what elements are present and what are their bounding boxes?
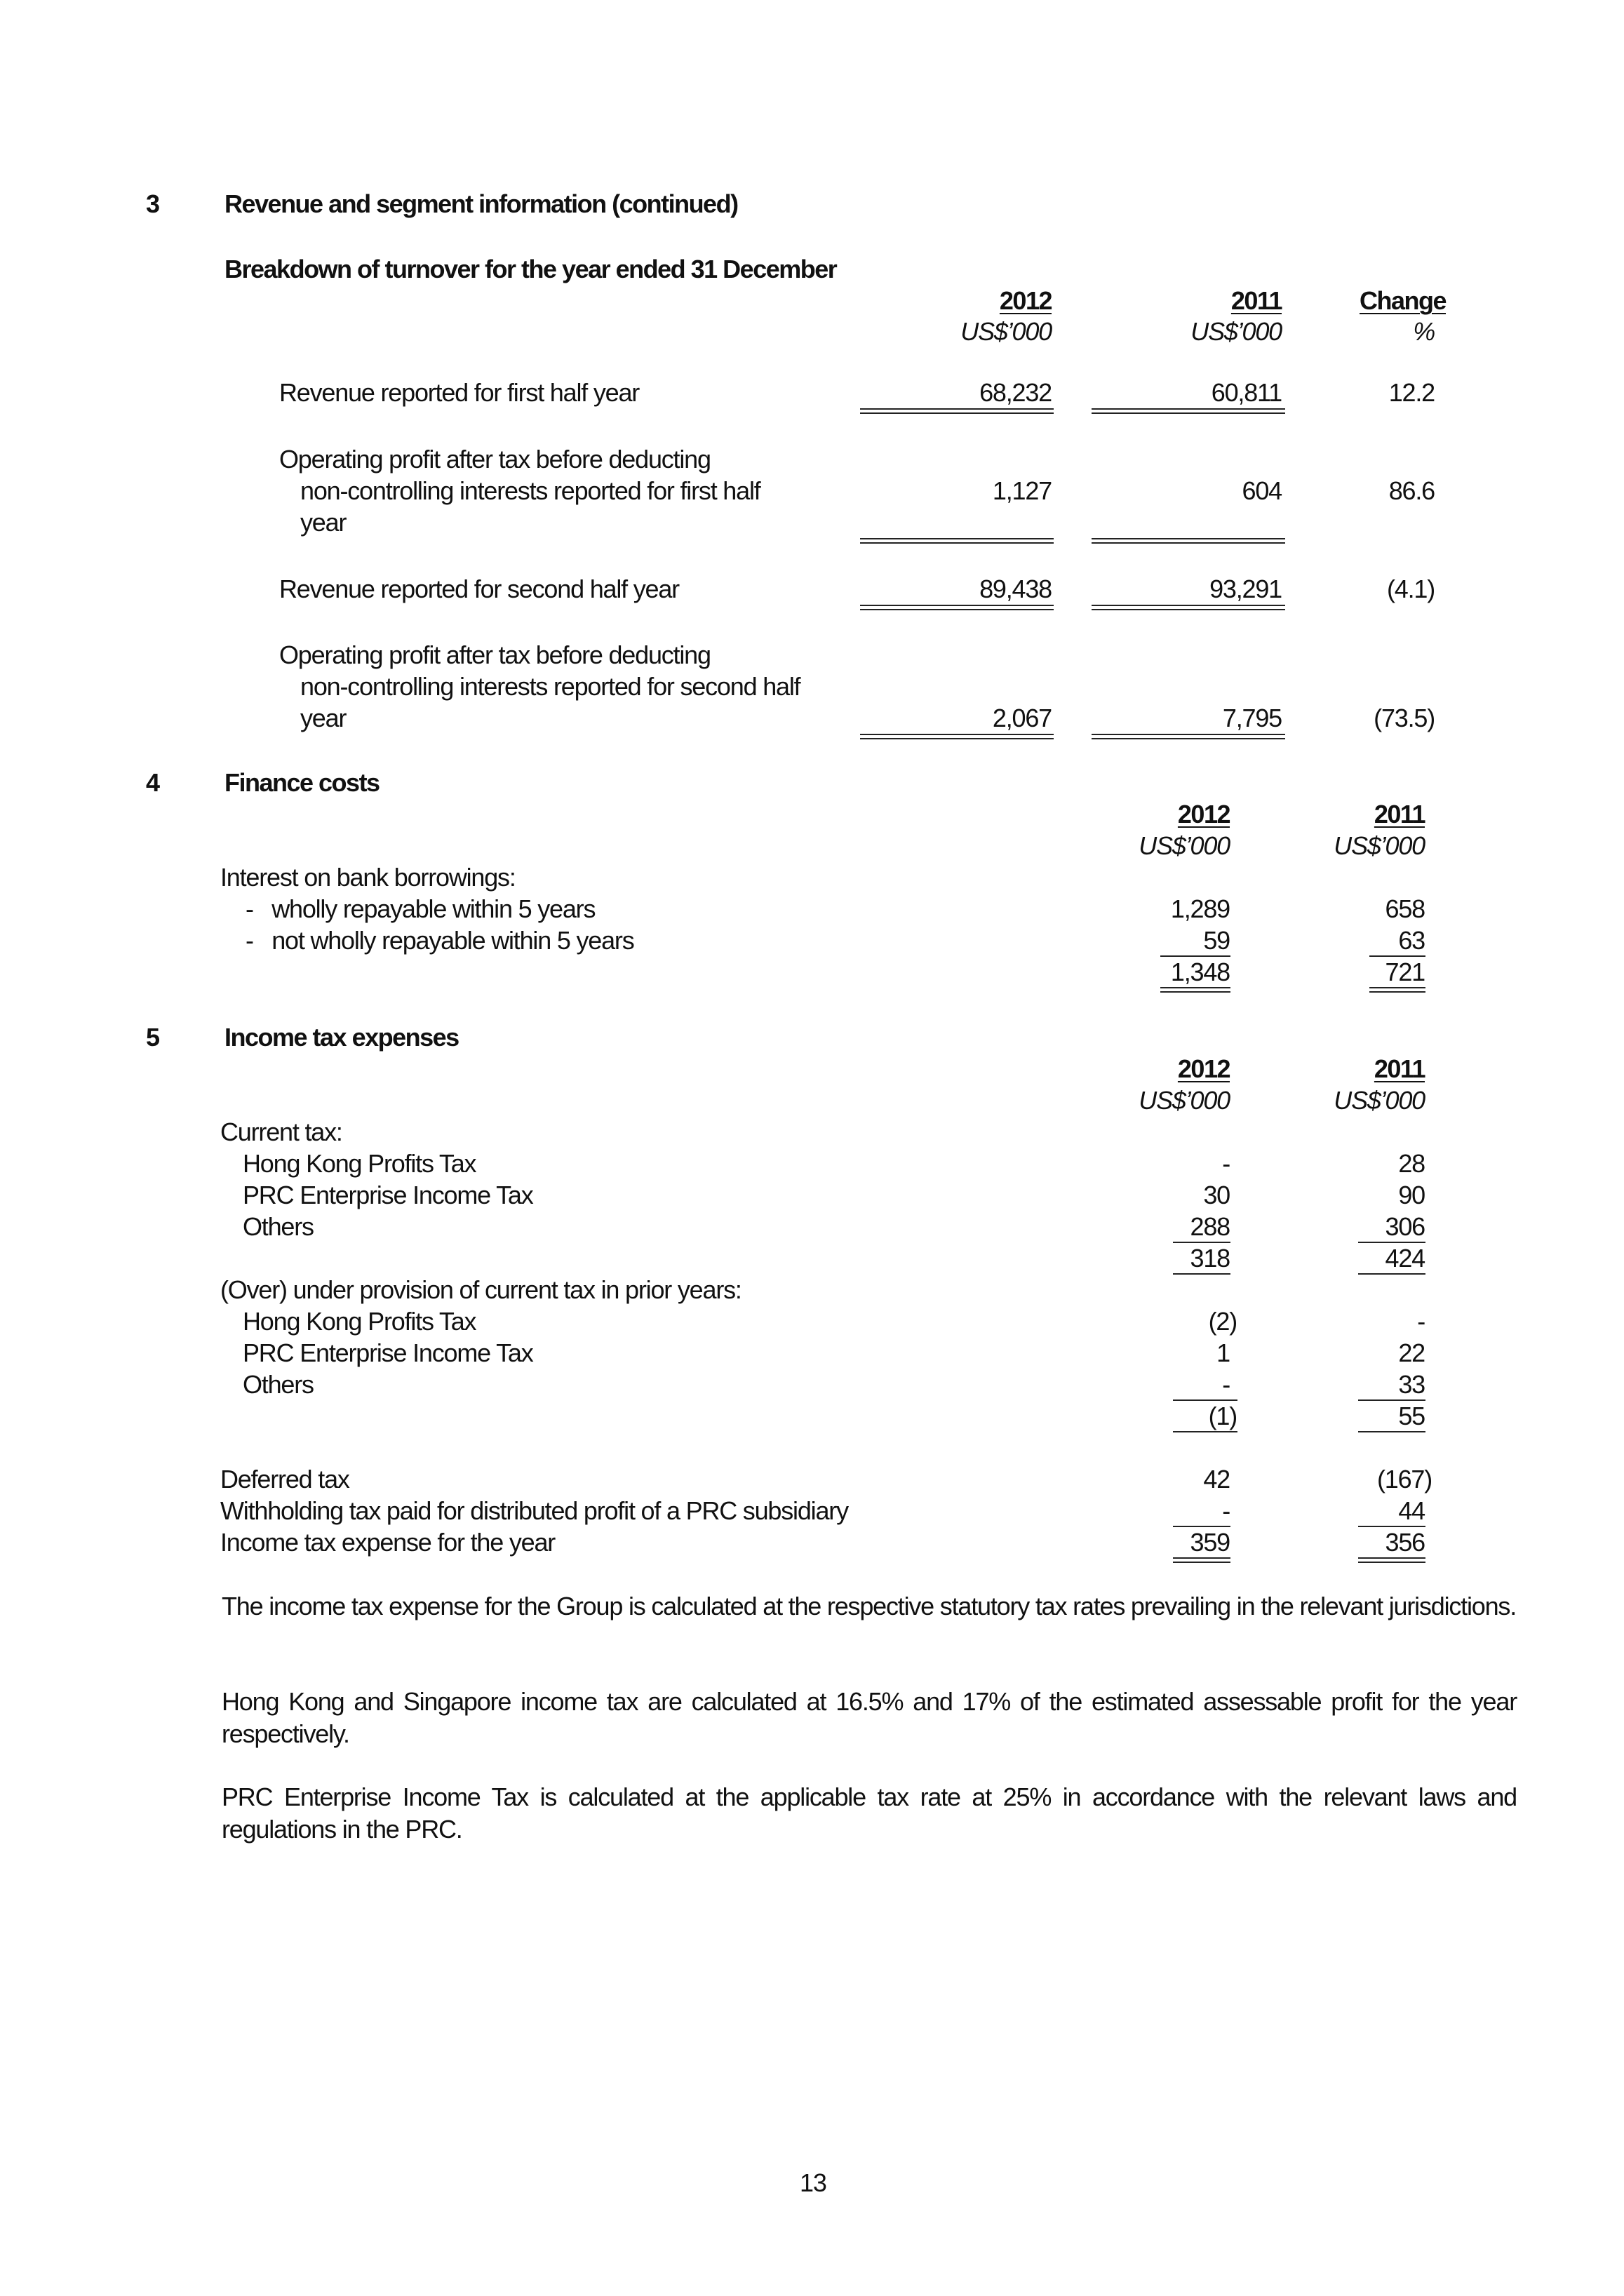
section-3-subtitle: Breakdown of turnover for the year ended 31 December	[224, 255, 837, 283]
row-label: Others	[243, 1212, 314, 1241]
double-underline	[1092, 408, 1285, 414]
value-2011: 93,291	[1209, 575, 1282, 603]
value-2012: -	[1222, 1370, 1230, 1399]
row-label: Revenue reported for second half year	[279, 575, 679, 603]
double-underline	[1160, 987, 1230, 993]
current-tax-label: Current tax:	[220, 1117, 342, 1146]
value-2011: 604	[1242, 476, 1282, 505]
withholding-tax-label: Withholding tax paid for distributed profit of a PRC subsidiary	[220, 1496, 848, 1525]
underline	[1173, 1273, 1230, 1275]
double-underline	[860, 408, 1054, 414]
value-2011: 90	[1398, 1181, 1425, 1209]
col-unit-2011: US$’000	[1334, 831, 1425, 860]
paragraph: PRC Enterprise Income Tax is calculated at the applicable tax rate at 25% in accordance with the relevant laws and regulations in the PRC.	[222, 1783, 1517, 1844]
section-4-number: 4	[146, 768, 159, 797]
col-header-2011: 2011	[1374, 1054, 1425, 1083]
value-2012: 59	[1203, 926, 1230, 955]
paragraph: Hong Kong and Singapore income tax are calculated at 16.5% and 17% of the estimated assessable profit for the year respectively.	[222, 1687, 1517, 1748]
total-2012: 359	[1190, 1528, 1230, 1557]
value-2011: 60,811	[1211, 378, 1282, 407]
row-label-line-1: Operating profit after tax before deducting	[279, 445, 711, 474]
value-2011: (167)	[1376, 1465, 1432, 1493]
total-2011: 721	[1385, 958, 1425, 986]
underline	[1358, 1273, 1425, 1275]
paragraph: The income tax expense for the Group is calculated at the respective statutory tax rates prevailing in the relevant jurisdictions.	[222, 1592, 1517, 1620]
total-2011: 356	[1385, 1528, 1425, 1557]
section-3-title: Revenue and segment information (continued)	[224, 189, 738, 218]
value-change: (4.1)	[1386, 575, 1435, 603]
row-label: Revenue reported for first half year	[279, 378, 640, 407]
col-header-change: Change	[1359, 286, 1446, 315]
value-2012: 1,289	[1170, 894, 1230, 923]
row-label-line-3: year	[300, 704, 347, 732]
value-2011: 658	[1385, 894, 1425, 923]
value-2012: (2)	[1208, 1307, 1237, 1336]
value-change: 12.2	[1388, 378, 1435, 407]
double-underline	[860, 734, 1054, 739]
total-label: Income tax expense for the year	[220, 1528, 556, 1557]
row-label-line-1: Operating profit after tax before deducting	[279, 640, 711, 669]
group-label: Interest on bank borrowings:	[220, 863, 516, 892]
double-underline	[1173, 1557, 1230, 1563]
value-2012: 42	[1203, 1465, 1230, 1493]
subtotal-2012: (1)	[1208, 1402, 1237, 1430]
prior-years-label: (Over) under provision of current tax in prior years:	[220, 1275, 741, 1304]
col-unit-2012: US$’000	[1139, 831, 1230, 860]
deferred-tax-label: Deferred tax	[220, 1465, 349, 1493]
page-number: 13	[800, 2168, 826, 2197]
col-header-2011: 2011	[1230, 286, 1282, 315]
row-label-line-3: year	[300, 508, 347, 537]
section-5-number: 5	[146, 1023, 159, 1052]
section-5-title: Income tax expenses	[224, 1023, 459, 1052]
value-2012: 1	[1216, 1338, 1230, 1367]
double-underline	[860, 538, 1054, 544]
col-unit-2011: US$’000	[1190, 317, 1282, 346]
underline	[1358, 1431, 1425, 1432]
row-label: Hong Kong Profits Tax	[243, 1149, 476, 1178]
col-unit-2012: US$’000	[960, 317, 1052, 346]
value-change: 86.6	[1388, 476, 1435, 505]
value-2012: -	[1222, 1149, 1230, 1178]
row-label-line-2: non-controlling interests reported for first half	[300, 476, 760, 505]
value-2012: -	[1222, 1496, 1230, 1525]
double-underline	[1092, 734, 1285, 739]
col-header-2012: 2012	[1177, 1054, 1230, 1083]
value-2012: 2,067	[992, 704, 1052, 732]
section-4-title: Finance costs	[224, 768, 380, 797]
double-underline	[1358, 1557, 1425, 1563]
col-header-2012: 2012	[999, 286, 1052, 315]
value-2011: 63	[1398, 926, 1425, 955]
double-underline	[1092, 605, 1285, 610]
value-2011: -	[1417, 1307, 1425, 1336]
row-label-line-2: non-controlling interests reported for second half	[300, 672, 800, 701]
row-label: PRC Enterprise Income Tax	[243, 1181, 533, 1209]
col-unit-change: %	[1413, 317, 1435, 346]
row-label: PRC Enterprise Income Tax	[243, 1338, 533, 1367]
double-underline	[1369, 987, 1425, 993]
row-label: - wholly repayable within 5 years	[246, 894, 596, 923]
value-2011: 22	[1398, 1338, 1425, 1367]
row-label: Hong Kong Profits Tax	[243, 1307, 476, 1336]
subtotal-2011: 424	[1385, 1244, 1425, 1273]
double-underline	[1092, 538, 1285, 544]
double-underline	[860, 605, 1054, 610]
value-2012: 89,438	[979, 575, 1052, 603]
section-3-number: 3	[146, 189, 159, 218]
value-2012: 288	[1190, 1212, 1230, 1241]
subtotal-2011: 55	[1398, 1402, 1425, 1430]
value-2012: 1,127	[992, 476, 1052, 505]
value-2011: 7,795	[1222, 704, 1282, 732]
value-2011: 306	[1385, 1212, 1425, 1241]
total-2012: 1,348	[1170, 958, 1230, 986]
value-2011: 33	[1398, 1370, 1425, 1399]
value-2011: 44	[1398, 1496, 1425, 1525]
value-2012: 30	[1203, 1181, 1230, 1209]
col-unit-2012: US$’000	[1139, 1086, 1230, 1115]
col-unit-2011: US$’000	[1334, 1086, 1425, 1115]
col-header-2012: 2012	[1177, 800, 1230, 828]
value-2011: 28	[1398, 1149, 1425, 1178]
underline	[1173, 1431, 1237, 1432]
row-label: Others	[243, 1370, 314, 1399]
col-header-2011: 2011	[1374, 800, 1425, 828]
row-label: - not wholly repayable within 5 years	[246, 926, 634, 955]
subtotal-2012: 318	[1190, 1244, 1230, 1273]
value-change: (73.5)	[1374, 704, 1435, 732]
value-2012: 68,232	[979, 378, 1052, 407]
